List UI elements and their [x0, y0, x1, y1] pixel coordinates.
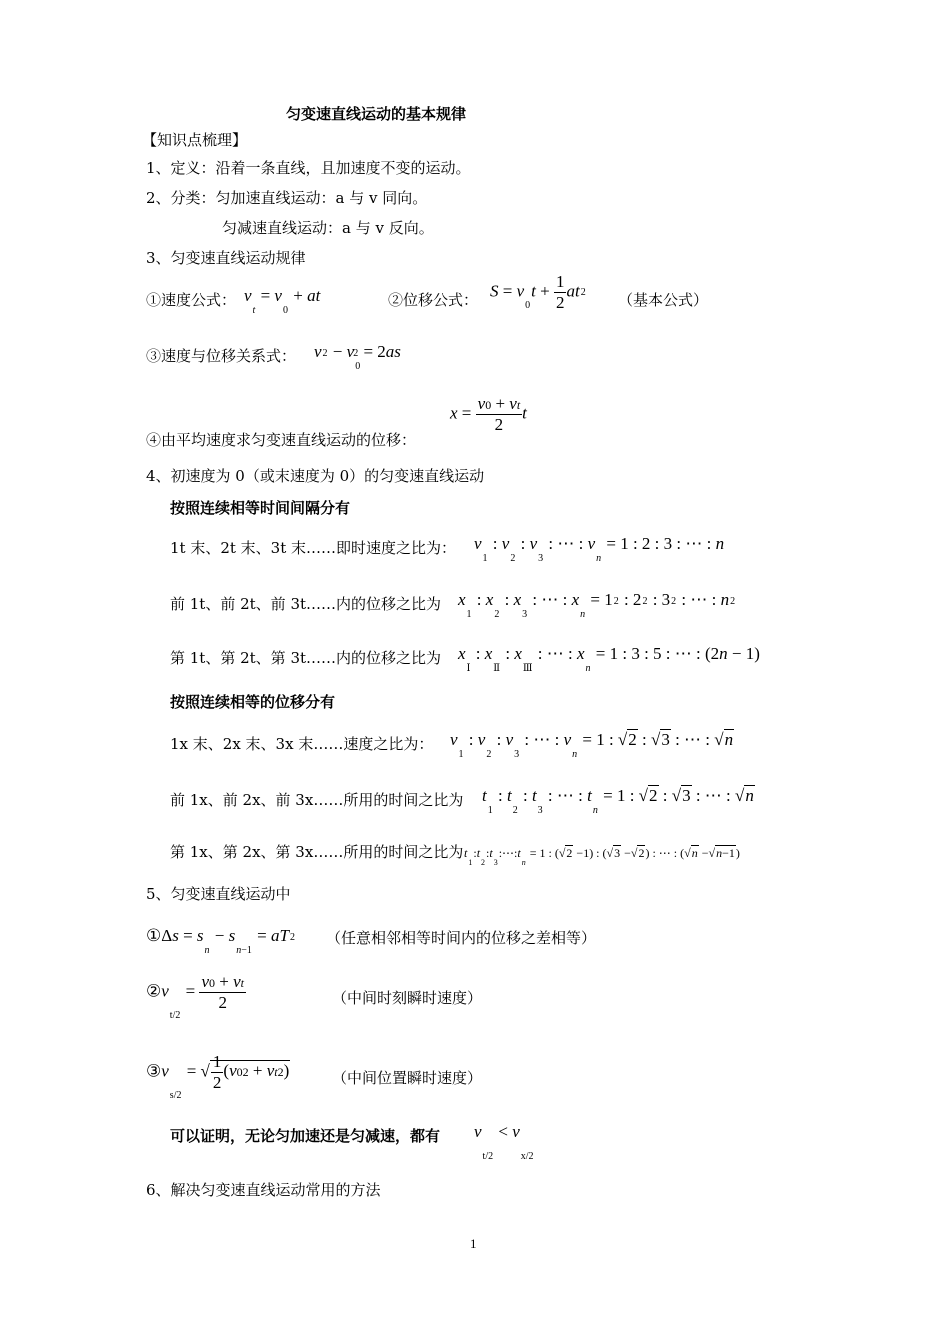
item-zero-initial: 4、初速度为 0（或末速度为 0）的匀变速直线运动 — [146, 467, 485, 485]
formula-mid-position-note: （中间位置瞬时速度） — [332, 1069, 483, 1087]
formula-displacement: $S = v_0t$ + $\frac{1}{2}$ at2 — [490, 272, 586, 312]
formula-velocity-label: ①速度公式： — [146, 291, 237, 309]
ratio-displacement-cumulative-label: 前 1t、前 2t、前 3t……内的位移之比为 — [170, 595, 442, 613]
formula-average: x = $\frac{v0 + vt}{2}$ t — [450, 394, 527, 434]
ratio-displacement-interval: $x_Ⅰ$ : $x_Ⅱ$ : $x_Ⅲ$ : ⋯ : $x_n = 1$ : 3 : 5 : ⋯ : (2n − 1) — [458, 644, 760, 674]
item-in-motion: 5、匀变速直线运动中 — [146, 885, 291, 903]
page-title: 匀变速直线运动的基本规律 — [286, 105, 467, 123]
ratio-velocity-displacement: $v_1$ : $v_2$ : $v_3$ : ⋯ : $v_n = 1$ : √2 : √3 : ⋯ : √n — [450, 730, 734, 760]
subheading-displacement: 按照连续相等的位移分有 — [170, 693, 336, 711]
subheading-time: 按照连续相等时间间隔分有 — [170, 499, 351, 517]
item-definition: 1、定义：沿着一条直线，且加速度不变的运动。 — [146, 159, 471, 177]
formula-displacement-label: ②位移公式： — [388, 291, 479, 309]
ratio-time-interval: $t_1:t_2:t_3:\cdots:t_n = 1$ : (√2 −1) : (√3 −√2) : ⋯ : (√n −√n−1) — [464, 846, 740, 867]
item-laws: 3、匀变速直线运动规律 — [146, 249, 306, 267]
formula-delta-s-note: （任意相邻相等时间内的位移之差相等） — [326, 929, 597, 947]
ratio-velocity-displacement-label: 1x 末、2x 末、3x 末……速度之比为： — [170, 735, 434, 753]
formula-mid-position: $③v_{s/2}$ = √ $\frac{1}{2}$ (v02 + vt2) — [146, 1052, 290, 1102]
ratio-velocity-time-label: 1t 末、2t 末、3t 末……即时速度之比为： — [170, 539, 457, 557]
ratio-time-cumulative-label: 前 1x、前 2x、前 3x……所用的时间之比为 — [170, 791, 464, 809]
item-classification: 2、分类：匀加速直线运动：a 与 v 同向。 — [146, 189, 428, 207]
section-header: 【知识点梳理】 — [142, 131, 248, 149]
ratio-time-cumulative: $t_1$ : $t_2$ : $t_3$ : ⋯ : $t_n = 1$ : √2 : √3 : ⋯ : √n — [482, 786, 754, 816]
ratio-displacement-cumulative: $x_1$ : $x_2$ : $x_3$ : ⋯ : $x_n = 12$ : 22 : 32 : ⋯ : n2 — [458, 590, 736, 620]
proof-inequality: $v_{t/2} < v_{x/2}$ — [474, 1122, 534, 1162]
proof-statement: 可以证明，无论匀加速还是匀减速，都有 — [170, 1127, 441, 1145]
formula-delta-s: ①Δs = $s_n - s_{n-1} = aT2$ — [146, 926, 295, 956]
ratio-velocity-time: $v_1$ : $v_2$ : $v_3$ : ⋯ : $v_n = 1$ : 2 : 3 : ⋯ : n — [474, 534, 725, 564]
item-classification-2: 匀减速直线运动：a 与 v 反向。 — [222, 219, 434, 237]
formula-vx: $v2 - v_02 = 2as$ — [314, 342, 401, 372]
formula-mid-time-note: （中间时刻瞬时速度） — [332, 989, 483, 1007]
formula-average-label: ④由平均速度求匀变速直线运动的位移： — [146, 431, 417, 449]
page-number: 1 — [470, 1236, 477, 1251]
item-methods: 6、解决匀变速直线运动常用的方法 — [146, 1181, 381, 1199]
formula-velocity: $v_t = v_0$ + at — [244, 286, 321, 316]
formula-vx-label: ③速度与位移关系式： — [146, 347, 297, 365]
ratio-displacement-interval-label: 第 1t、第 2t、第 3t……内的位移之比为 — [170, 649, 442, 667]
formula-displacement-note: （基本公式） — [618, 291, 709, 309]
ratio-time-interval-label: 第 1x、第 2x、第 3x……所用的时间之比为 — [170, 843, 464, 861]
formula-mid-time: $②v_{t/2}$ = $\frac{v0 + vt}{2}$ — [146, 972, 244, 1022]
